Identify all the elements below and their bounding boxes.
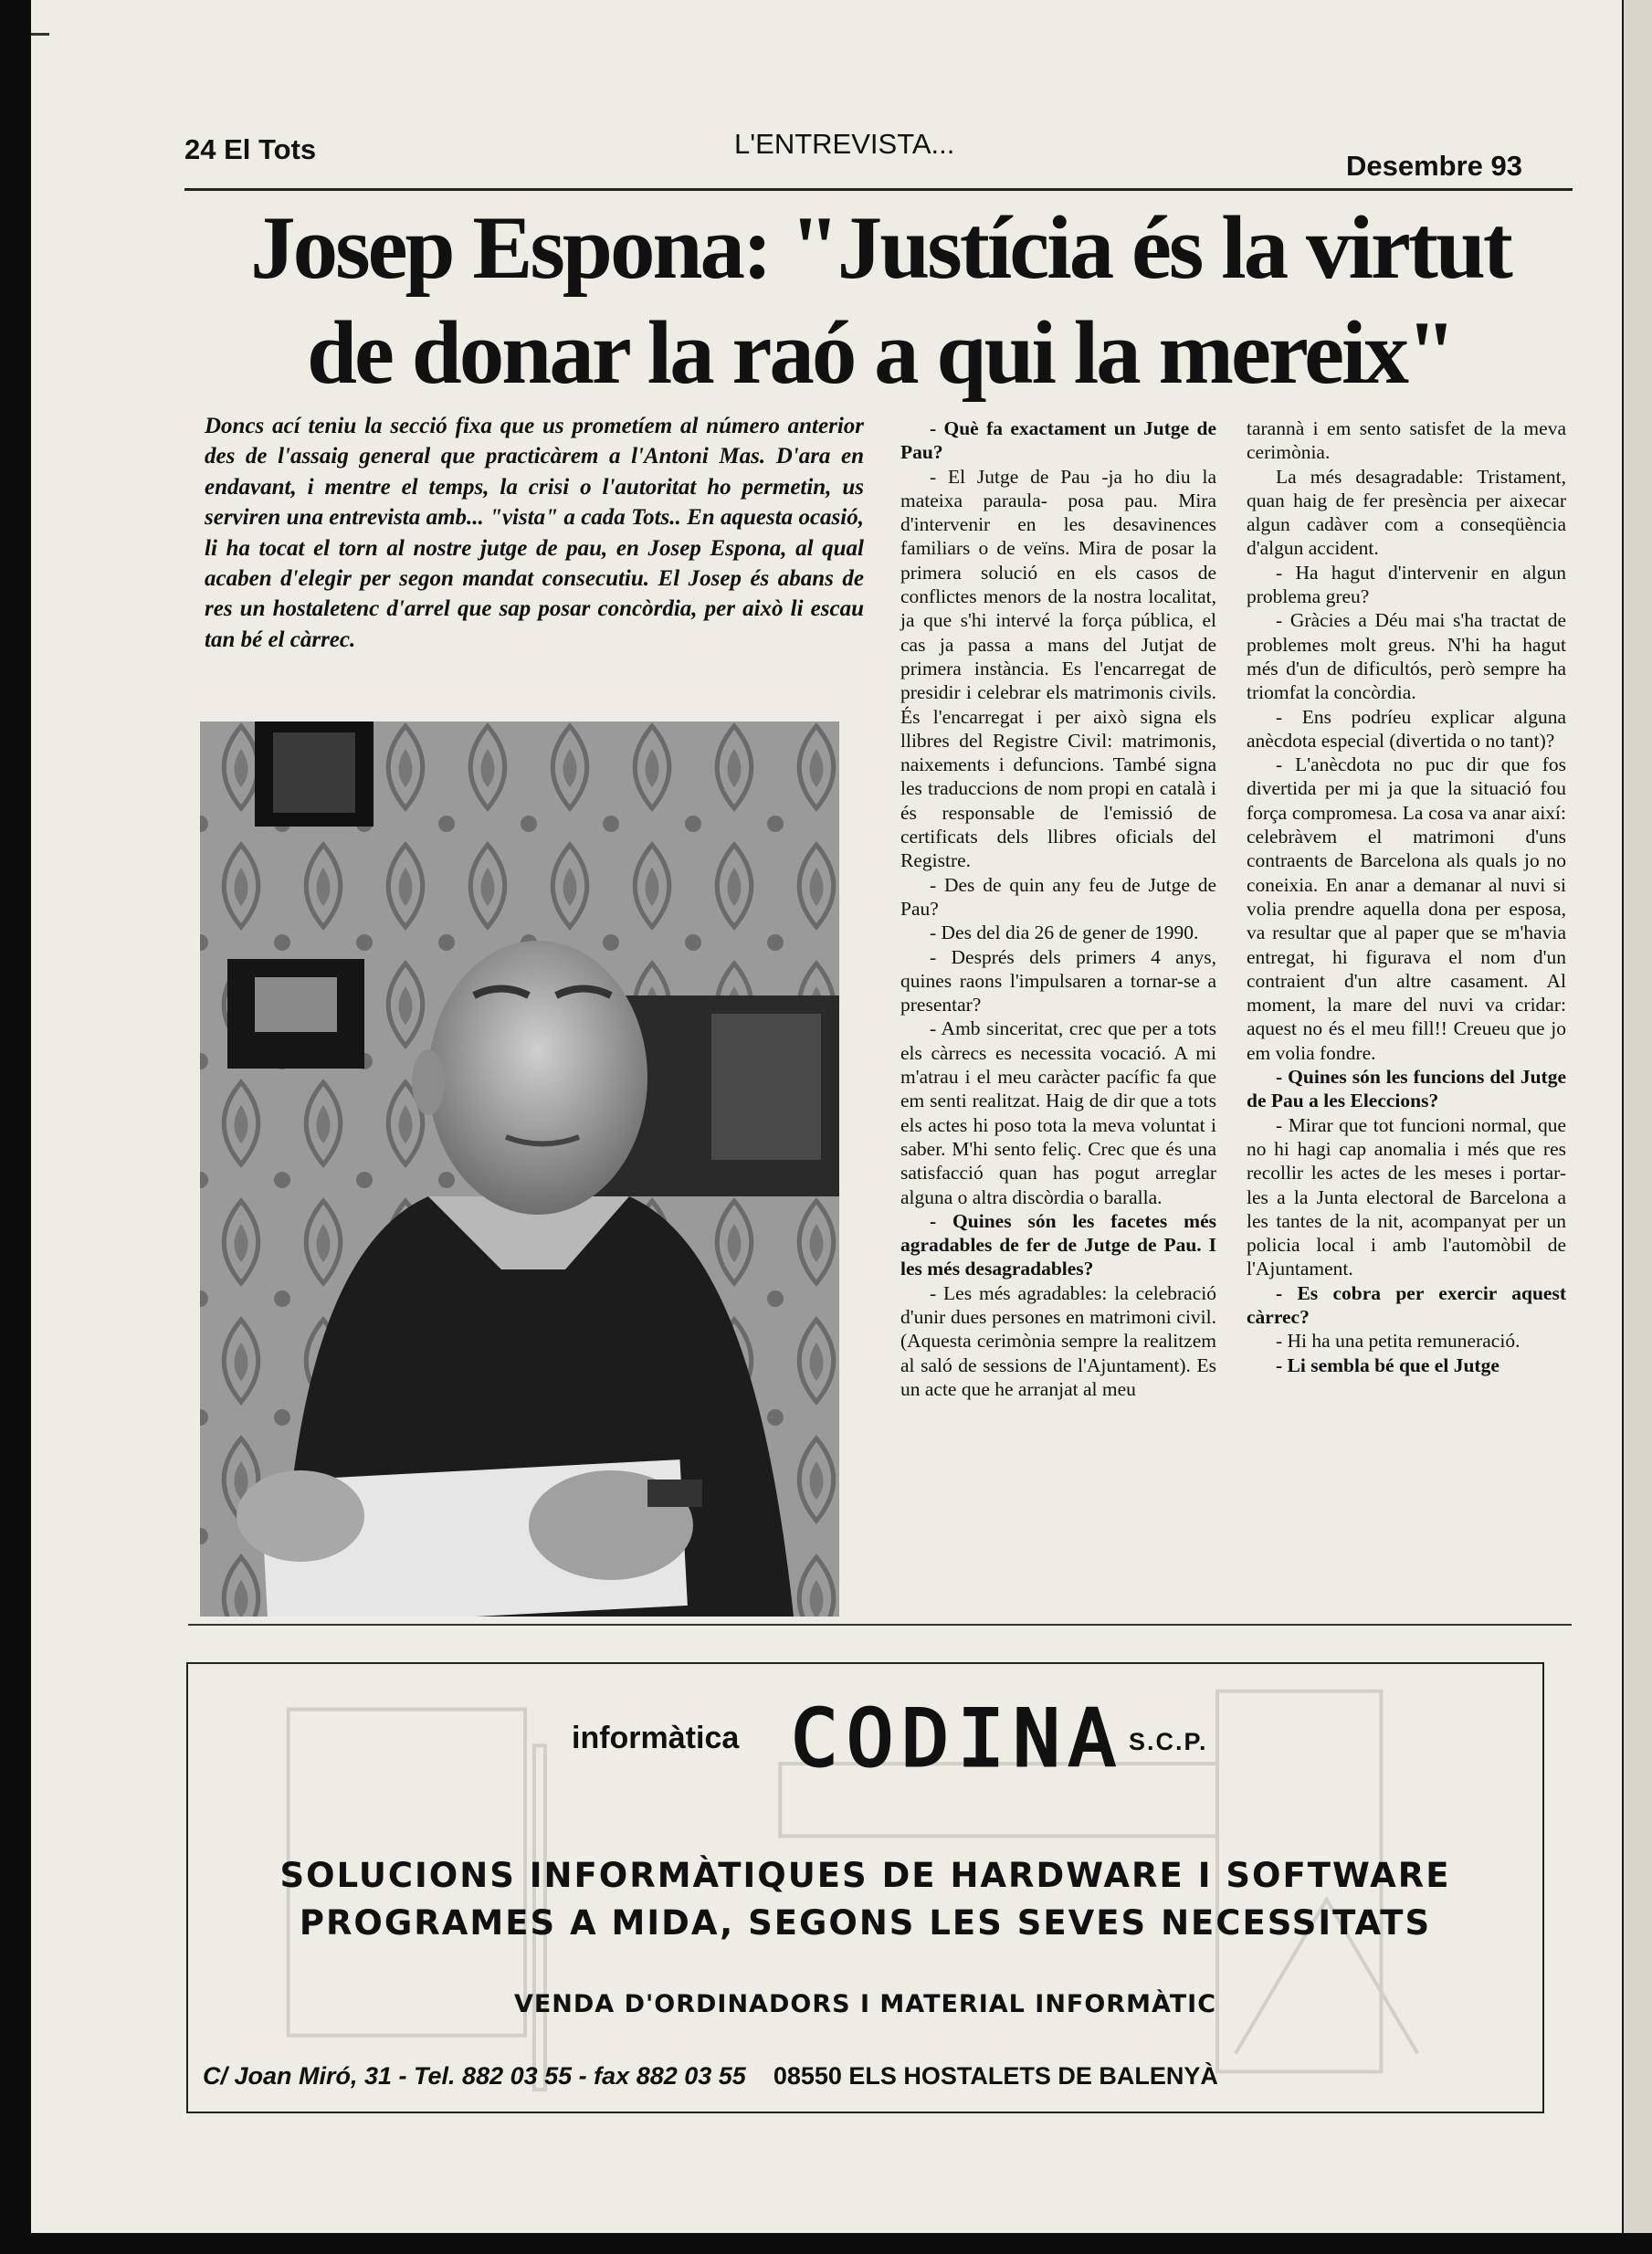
advertisement xyxy=(186,1662,1544,2113)
interview-question: - Què fa exactament un Jutge de Pau? xyxy=(900,417,1216,464)
ad-brand-suffix: S.C.P. xyxy=(1129,1728,1208,1755)
interview-paragraph: - Després dels primers 4 anys, quines raons l'impulsaren a tornar-se a presentar? xyxy=(900,945,1216,1016)
interview-question: - Quines són les funcions del Jutge de Pau a les Eleccions? xyxy=(1247,1066,1566,1112)
ad-brand-prefix: informàtica xyxy=(572,1721,740,1755)
section-rule xyxy=(188,1624,1572,1626)
interview-paragraph: - Amb sinceritat, crec que per a tots els càrrecs es necessita vocació. A mi m'atrau i el meu caràcter pacífic fa que em senti realitzat. Haig de dir que a tots els actes hi poso tota la meva voluntat i saber. M'hi sento feliç. Crec que és una satisfacció quan has pogut arreglar alguna o altra discòrdia o baralla. xyxy=(900,1017,1216,1208)
ad-slogan-3: VENDA D'ORDINADORS I MATERIAL INFORMÀTIC xyxy=(513,1990,1217,2018)
interview-paragraph: tarannà i em sento satisfet de la meva cerimònia. xyxy=(1247,417,1566,464)
newspaper-page xyxy=(31,0,1624,2233)
interview-paragraph: La més desagradable: Tristament, quan haig de fer presència per aixecar algun cadàver com a conseqüència d'algun accident. xyxy=(1247,465,1566,560)
interview-question: - Quines són les facetes més agradables de fer de Jutge de Pau. I les més desagradables? xyxy=(900,1209,1216,1280)
interview-paragraph: - Mirar que tot funcioni normal, que no hi hagi cap anomalia i més que res recollir les actes de les meses i portar-les a la Junta electoral de Barcelona a les tantes de la nit, acompanyat per un policia local i amb l'automòbil de l'Ajuntament. xyxy=(1247,1113,1566,1280)
crop-mark xyxy=(31,33,49,36)
page-number-header: 24 El Tots xyxy=(184,133,317,165)
ad-brand-logo: CODINA xyxy=(791,1693,1124,1785)
interview-paragraph: - Les més agradables: la celebració d'unir dues persones en matrimoni civil. (Aquesta cerimònia sempre la realitzem al saló de sessions de l'Ajuntament). Es un acte que he arranjat al meu xyxy=(900,1281,1216,1400)
section-header: L'ENTREVISTA... xyxy=(734,128,955,160)
interview-paragraph: - Hi ha una petita remuneració. xyxy=(1276,1330,1520,1353)
interview-paragraph: - L'anècdota no puc dir que fos divertida per mi ja que la situació fou força compromesa. La cosa va anar així: celebràvem el matrimoni d'uns contraents de Barcelona als quals jo no coneixia. En anar a demanar al nuvi si volia prendre aquella dona per esposa, va resultar que al paper que se m'havia entregat, hi figurava el nom d'un contraient d'un altre casament. Al moment, la mare del nuvi va cridar: aquest no és el meu fill!! Creueu que jo em volia fondre. xyxy=(1247,753,1566,1064)
headline xyxy=(168,195,1593,406)
interview-question: - Es cobra per exercir aquest càrrec? xyxy=(1247,1281,1566,1328)
intro-paragraph: Doncs ací teniu la secció fixa que us prometíem al número anterior des de l'assaig general que practicàrem a l'Antoni Mas. D'ara en endavant, i mentre el temps, la crisi o l'autoritat ho permetin, us serviren una entrevista amb... "vista" a cada Tots.. En aquesta ocasió, li ha tocat el torn al nostre jutge de pau, en Josep Espona, al qual acaben d'elegir per segon mandat consecutiu. El Josep és abans de res un hostaletenc d'arrel que sap posar concòrdia, per això li escau tan bé el càrrec. xyxy=(205,414,864,652)
ad-slogan-2: PROGRAMES A MIDA, SEGONS LES SEVES NECESSITATS xyxy=(299,1903,1432,1943)
interview-column-1 xyxy=(900,416,1216,1401)
headline-line-1: Josep Espona: "Justícia és la virtut xyxy=(250,198,1510,298)
interview-question: - Li sembla bé que el Jutge xyxy=(1276,1353,1499,1376)
interview-column-2 xyxy=(1247,416,1566,1377)
ad-street-phone: C/ Joan Miró, 31 - Tel. 882 03 55 - fax 882 03 55 xyxy=(203,2062,746,2090)
interview-paragraph: - Des de quin any feu de Jutge de Pau? xyxy=(900,873,1216,920)
issue-date-header: Desembre 93 xyxy=(1346,150,1523,182)
interview-paragraph: - Gràcies a Déu mai s'ha tractat de problemes molt greus. N'hi ha hagut més d'un de dificultós, però sempre ha triomfat la concòrdia. xyxy=(1247,609,1566,704)
header-rule xyxy=(184,188,1573,191)
ad-slogan-1: SOLUCIONS INFORMÀTIQUES DE HARDWARE I SOFTWARE xyxy=(279,1856,1451,1895)
interview-paragraph: - Des del dia 26 de gener de 1990. xyxy=(930,922,1199,944)
ad-town: 08550 ELS HOSTALETS DE BALENYÀ xyxy=(773,2062,1218,2090)
headline-line-2: de donar la raó a qui la mereix" xyxy=(306,303,1455,403)
interview-paragraph: - El Jutge de Pau -ja ho diu la mateixa paraula- posa pau. Mira d'intervenir en les desavinences familiars o de veïns. Mira de posar la primera solució en els casos de conflictes menors de la nostra localitat, ja que s'hi intervé la força pública, el cas ja passa a mans del Jutjat de primera instància. Es l'encarregat de presidir i celebrar els matrimonis civils. És l'encarregat i per això signa els llibres del Registre Civil: matrimonis, naixements i defuncions. També signa les traduccions de nom propi en català i és responsable de l'emissió de certificats dels llibres oficials del Registre. xyxy=(900,465,1216,872)
interview-paragraph: - Ha hagut d'intervenir en algun problema greu? xyxy=(1247,561,1566,608)
next-page-edge xyxy=(1624,0,1652,2233)
portrait-photo xyxy=(200,721,839,1617)
interview-paragraph: - Ens podríeu explicar alguna anècdota especial (divertida o no tant)? xyxy=(1247,705,1566,752)
ad-address xyxy=(203,2062,1536,2091)
